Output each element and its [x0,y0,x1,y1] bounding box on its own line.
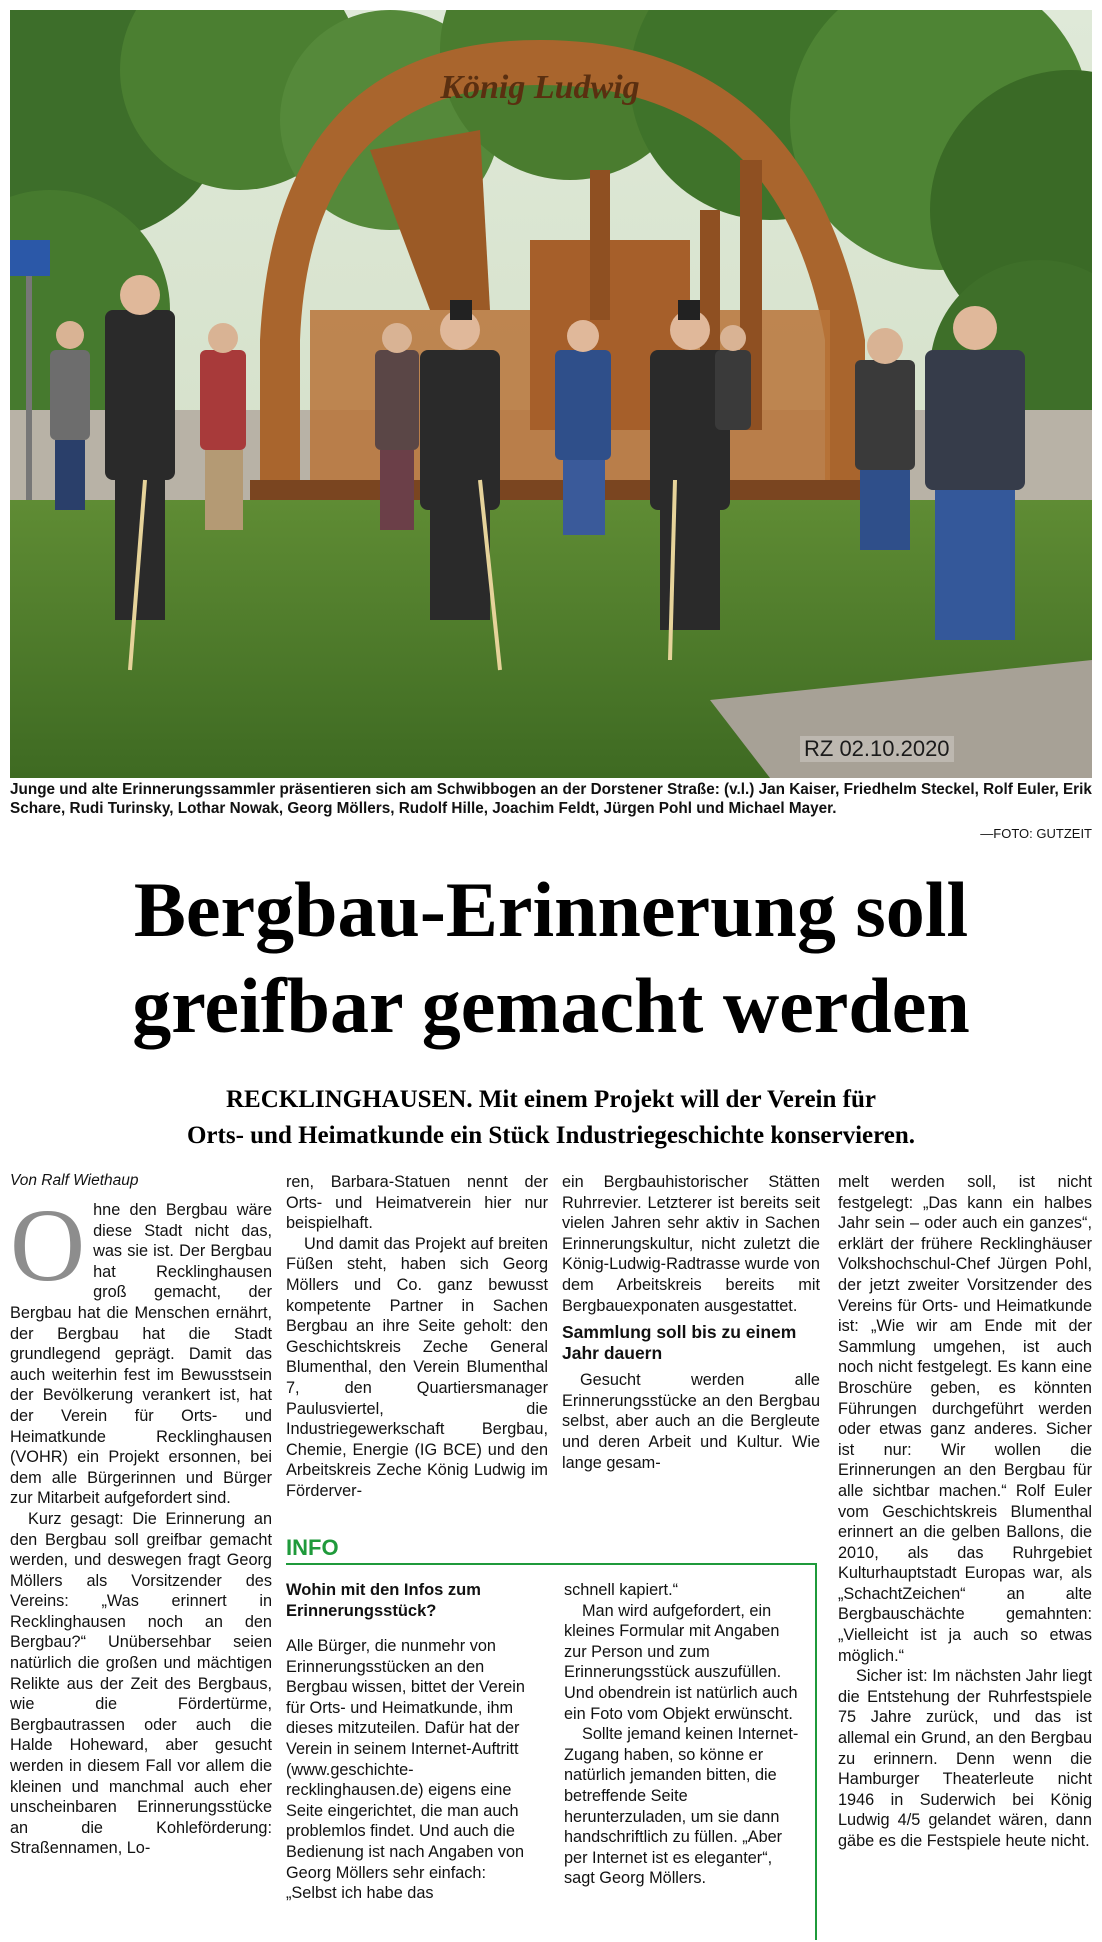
paragraph: schnell kapiert.“ [564,1581,679,1599]
date-stamp: RZ 02.10.2020 [800,736,954,762]
paragraph: hne den Bergbau wäre diese Stadt nicht das, was sie ist. Der Bergbau hat Recklinghausen groß gemacht, der Bergbau hat die Menschen ernährt, der Bergbau hat die Stadt grundlegend geprägt. Damit das auch weiterhin fest im Bewusstsein der Bevölkerung verankert ist, hat der Verein für Orts- und Heimatkunde Recklinghausen (VOHR) ein Projekt ersonnen, bei dem alle Bürgerinnen und Bürger zur Mitarbeit aufgefordert sind. [10,1201,272,1508]
section-subheading: Sammlung soll bis zu einem Jahr dauern [562,1322,797,1364]
drop-cap: O [10,1188,86,1303]
byline: Von Ralf Wiethaup [10,1172,139,1189]
info-box-right-rule [815,1563,817,1940]
headline [0,862,1102,1054]
paragraph: ren, Barbara-Statuen nennt der Orts- und Heimatverein hier nur beispielhaft. [286,1173,548,1233]
photo-credit: —FOTO: GUTZEIT [980,826,1092,841]
subheadline-line-1: RECKLINGHAUSEN. Mit einem Projekt will der Verein für [226,1086,876,1113]
paragraph: Man wird aufgefordert, ein kleines Formular mit Angaben zur Person und zum Erinnerungsstück auszufüllen. Und obendrein ist natürlich auch ein Foto vom Objekt erwünscht. [564,1601,798,1723]
info-box-label: INFO [286,1535,339,1560]
paragraph: Gesucht werden alle Erinnerungsstücke an den Bergbau selbst, aber auch an die Bergleute und deren Arbeit und Kultur. Wie lange gesam- [562,1371,820,1472]
article-column-1 [10,1188,272,1859]
paragraph: melt werden soll, ist nicht festgelegt: „Das kann ein halbes Jahr sein – oder auch ein ganzes“, erklärt der frühere Recklinghäuser Volkshochschul-Chef Jürgen Pohl, der jetzt zweiter Vorsitzender des Vereins für Orts- und Heimatkunde ist: „Wie wir am Ende mit der Sammlung umgehen, ist auch noch nicht festgelegt. Es kann eine Broschüre geben, es könnten Führungen durchgeführt werden oder etwas ganz anderes. Sicher ist nur: Wir wollen die Erinnerungen an den Bergbau für alle sichtbar machen.“ Rolf Euler vom Geschichtskreis Blumenthal erinnert an die gelben Ballons, die 2010, als das Ruhrgebiet Kulturhauptstadt Europas war, als „SchachtZeichen“ an alte Bergbauschächte gemahnten: „Vielleicht ist ja auch so etwas möglich.“ [838,1173,1092,1665]
info-box-title: Wohin mit den Infos zum Erinnerungsstück? [286,1581,481,1620]
paragraph: Alle Bürger, die nunmehr von Erinnerungsstücken an den Bergbau wissen, bittet der Verein für Orts- und Heimatkunde, ihm dieses mitzuteilen. Dafür hat der Verein in seinem Internet-Auftritt (www.geschichte-recklinghausen.de) eigens eine Seite eingerichtet, die man auch problemlos findet. Und auch die Bedienung ist nach Angaben von Georg Möllers sehr einfach: „Selbst ich habe das [286,1637,525,1903]
paragraph: ein Bergbauhistorischer Stätten Ruhrrevier. Letzterer ist bereits seit vielen Jahren sehr aktiv in Sachen Erinnerungskultur, nicht zuletzt die König-Ludwig-Radtrasse wurde von dem Arbeitskreis bereits mit Bergbauexponaten ausgestattet. [562,1173,820,1315]
photo-caption: Junge und alte Erinnerungssammler präsentieren sich am Schwibbogen an der Dorstener Straße: (v.l.) Jan Kaiser, Friedhelm Steckel, Rolf Euler, Erik Schare, Rudi Turinsky, Lothar Nowak, Georg Möllers, Rudolf Hille, Joachim Feldt, Jürgen Pohl und Michael Mayer. [10,781,1092,817]
subheadline-line-2: Orts- und Heimatkunde ein Stück Industriegeschichte konservieren. [186,1122,916,1149]
arch-sign-text: König Ludwig [440,69,640,106]
headline-line-1: Bergbau-Erinnerung soll [133,866,969,953]
headline-line-2: greifbar gemacht werden [132,962,970,1049]
info-box-column-2 [564,1580,804,1889]
subheadline [0,1082,1102,1154]
paragraph: Sicher ist: Im nächsten Jahr liegt die Entstehung der Ruhrfestspiele 75 Jahre zurück, und das ist allemal ein Grund, an den Bergbau zu erinnern. Denn wenn die Hamburger Theaterleute nicht 1946 in Suderwich bei König Ludwig 4/5 gelandet wären, dann gäbe es die Festspiele heute nicht. [838,1667,1092,1850]
paragraph: Sollte jemand keinen Internet-Zugang haben, so könne er natürlich jemanden bitten, die betreffende Seite herunterzuladen, um sie dann handschriftlich zu füllen. „Aber per Internet ist es eleganter“, sagt Georg Möllers. [564,1725,799,1888]
photo-illustration [10,10,1092,778]
paragraph: Und damit das Projekt auf breiten Füßen steht, haben sich Georg Möllers und Co. ganz bewusst kompetente Partner in Sachen Bergbau an ihre Seite geholt: den Geschichtskreis Zeche General Blumenthal, den Verein Blumenthal 7, den Quartiersmanager Paulusviertel, die Industriegewerkschaft Bergbau, Chemie, Energie (IG BCE) und den Arbeitskreis Zeche König Ludwig im Förderver- [286,1234,548,1500]
info-box-column-1 [286,1580,536,1904]
article-photo [10,10,1092,778]
article-column-3 [562,1172,820,1473]
paragraph: Kurz gesagt: Die Erinnerung an den Bergbau soll greifbar gemacht werden, und deswegen fragt Georg Möllers als Vorsitzender des Vereins: „Was erinnert in Recklinghausen noch an den Bergbau?“ Unübersehbar seien natürlich die großen und mächtigen Relikte aus der Zeit des Bergbaus, wie die Fördertürme, Bergbautrassen oder auch die Halde Hoheward, aber gesucht werden in diesem Fall vor allem die kleinen und manchmal auch eher unscheinbaren Erinnerungsstücke an die Kohleförderung: Straßennamen, Lo- [10,1509,272,1858]
article-column-2 [286,1172,548,1502]
article-column-4 [838,1172,1092,1852]
info-box-top-rule [286,1563,817,1565]
